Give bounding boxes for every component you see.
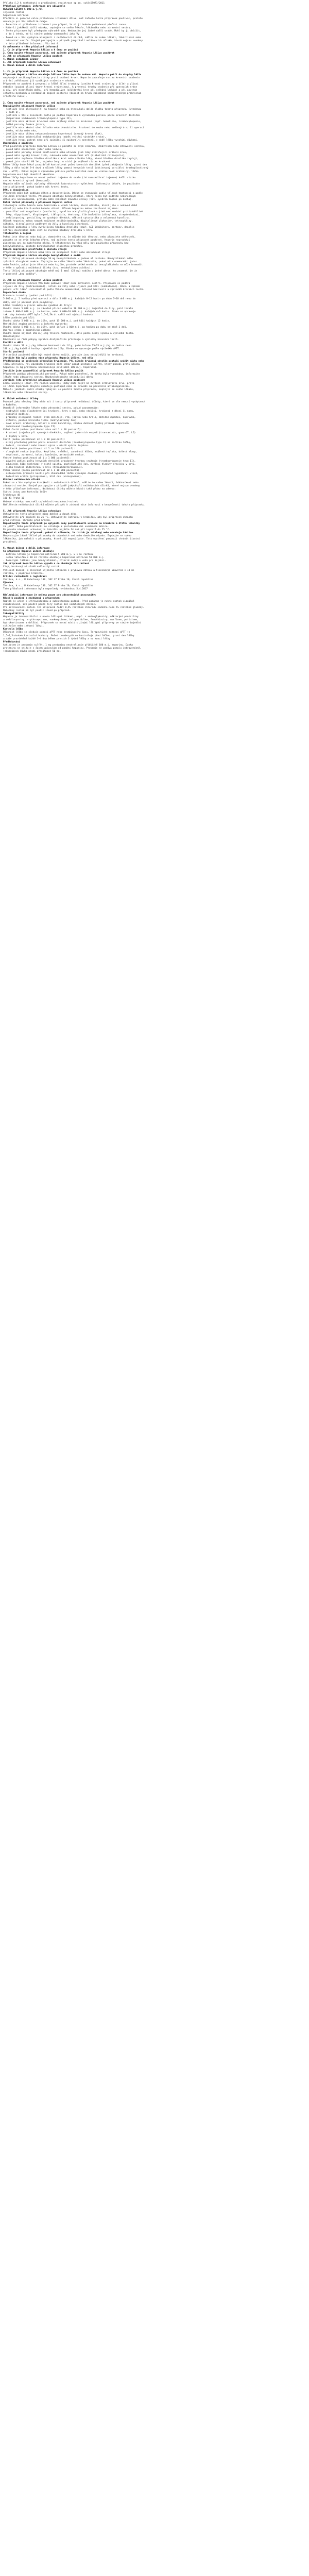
text-line: - jestliže máte těžkou nekontrolovanou hypertenzi (vysoký krevní tlak), bbox=[3, 132, 104, 135]
text-line: nikotin, nitroglycerin podávaný do žíly a kyselina askorbová. bbox=[3, 223, 89, 226]
text-line: - Ponechte si příbalovou informaci pro případ, že si ji budete potřebovat přečíst znovu. bbox=[3, 24, 127, 27]
text-line: Heparin je inkompatibilní s mnoha léčivými látkami, např. s aminoglykosidy, některými penicilíny bbox=[3, 616, 139, 619]
text-line: - osteoporóza (řídnutí kostí) při dlouhodobé léčbě vysokými dávkami, přechodné vypadávání vlasů, bbox=[3, 472, 139, 476]
text-line: Operace srdce s mimotělním oběhem: bbox=[3, 329, 52, 332]
text-line: Těhotenství a kojení bbox=[3, 232, 31, 235]
text-line: zdravotní sestře. Stejně postupujte v případě jakýchkoli nežádoucích účinků, které nejsou uvedeny bbox=[3, 485, 140, 488]
text-line: Jak přípravek Heparin Léčiva vypadá a co obsahuje toto balení bbox=[3, 563, 89, 566]
text-line: způsobit alergické reakce. Zeptejte se svého lékaře nebo lékárníka, pokud máte onemocnění jater bbox=[3, 260, 138, 263]
text-line: Během léčby heparinem se nesmí podávat injekce do svalu (intramuskulární injekce) kvůli riziku bbox=[3, 176, 136, 179]
text-line: Přípravek podává zdravotnický personál. Pokud máte podezření, že dávka byla vynechána, informujte bbox=[3, 372, 140, 376]
text-line: Nepoužívejte tento přípravek po uplynutí doby použitelnosti uvedené na krabičce a štítku lahvičky bbox=[3, 522, 140, 525]
text-line: a cév, při mimotělním oběhu, při hemodialýze (očišťování krve při selhání ledvin) a při akutním bbox=[3, 89, 138, 92]
text-line: Máte-li jakékoli další otázky týkající se použití tohoto přípravku, zeptejte se svého lékaře, bbox=[3, 388, 134, 391]
text-line: Státní ústav pro kontrolu léčiv bbox=[3, 491, 47, 494]
text-line: Přípravek se používá k prevenci a léčbě žilní trombózy (vzniku krevní sraženiny v žíle) a plicní bbox=[3, 83, 139, 86]
text-line: Přípravek Heparin Léčiva Vám bude podávat lékař nebo zdravotní sestra. Přípravek se podává bbox=[3, 282, 130, 285]
text-line: heparinem musí být okamžitě ukončena. bbox=[3, 173, 56, 176]
text-line: Doporučená dávka bbox=[3, 292, 26, 295]
text-line: za „EXP“. Doba použitelnosti se vztahuje k poslednímu dni uvedeného měsíce. bbox=[3, 525, 109, 528]
text-line: Kontrola léčby bbox=[3, 628, 23, 631]
text-line: 2. Čemu musíte věnovat pozornost, než začnete přípravek Heparin Léčiva používat bbox=[3, 52, 115, 55]
text-line: 3. Jak se přípravek Heparin Léčiva používá bbox=[3, 279, 62, 282]
text-line: benzylalkoholu, protože benzylalkohol placentou prochází. bbox=[3, 245, 84, 248]
text-line: mozku, míchy nebo oka, bbox=[3, 129, 37, 132]
text-line: Tato příbalová informace byla naposledy revidována: 5.4.2017 bbox=[3, 587, 88, 590]
text-line: obsahuje pro Vás důležité údaje. bbox=[3, 21, 48, 24]
text-line: 4. Možné nežádoucí účinky bbox=[3, 58, 39, 61]
text-line: dětem ani novorozencům, protože může způsobit závažné otravy (tzv. syndrom lapání po dechu). bbox=[3, 198, 133, 201]
text-line: Úvodní dávka nejméně 150 m.j./kg tělesné hmotnosti, dále podle délky výkonu a výsledků testů. bbox=[3, 332, 134, 335]
text-line: a to i tehdy, má-li stejné známky onemocnění jako Vy. bbox=[3, 33, 81, 36]
text-line: Úvodní dávka 5 000 m.j. do žíly, poté infuze 1 000 m.j. za hodinu po dobu nejméně 2 dnů. bbox=[3, 326, 127, 329]
text-line: - pokud jste starší 60 let, zejména ženy, u nichž je zvýšené riziko krvácení. bbox=[3, 161, 112, 164]
text-line: Pro intravenózní infuzi lze přípravek ředit 0,9% roztokem chloridu sodného nebo 5% roztokem glukózy. bbox=[3, 606, 144, 609]
text-line: Příbalová informace: informace pro uživatele bbox=[3, 5, 65, 8]
text-line: - odumírání kůže (nekróza) v místě vpichu, anafylaktický šok, zvýšení hladiny draslíku v krvi, bbox=[3, 463, 136, 466]
text-line: Velikost balení: 1 skleněná injekční lahvička s pryžovou zátkou a hliníkovým uzávěrem s 10 ml bbox=[3, 569, 134, 572]
text-line: - bolest, zarudnutí nebo krevní výron v místě vpichu injekce. bbox=[3, 444, 89, 447]
text-line: Tento léčivý přípravek obsahuje 10 mg benzylalkoholu v jednom ml roztoku. Benzylalkohol může bbox=[3, 257, 133, 260]
text-line: v bodě 6), bbox=[3, 111, 20, 114]
text-line: srdečního svalu). bbox=[3, 95, 27, 98]
text-line: - neobvyklé nebo dlouhotrvající krvácení, krev v moči nebo stolici, krvácení z dásní či nosu, bbox=[3, 410, 134, 413]
text-line: 3. Jak se přípravek Heparin Léčiva používá bbox=[3, 55, 62, 58]
text-line: poraďte se se svým lékařem dříve, než začnete tento přípravek používat. Heparin neprochází bbox=[3, 239, 130, 242]
text-line: Uchovávejte při teplotě do 25 °C. Uchovávejte lahvičku v krabičce, aby byl přípravek chráněn bbox=[3, 516, 133, 519]
text-line: Držitel rozhodnutí o registraci bbox=[3, 575, 47, 578]
text-line: Jestliže Vám bylo podáno více přípravku Heparin Léčiva, než mělo bbox=[3, 357, 94, 360]
text-line: Prevence trombózy (podání pod kůži): bbox=[3, 295, 54, 298]
text-line: Dávkování se řídí pokyny výrobce dialyzačního přístroje a výsledky krevních testů. bbox=[3, 338, 119, 342]
text-line: Řízení dopravních prostředků a obsluha strojů bbox=[3, 248, 67, 251]
text-line: - pokud máte vysoký krevní tlak, cukrovku nebo onemocnění očí (diabetická retinopatie), bbox=[3, 155, 126, 158]
text-line: - nízká hladina aldosteronu v krvi (hypoaldosteronismus). bbox=[3, 466, 84, 469]
text-line: 1. Co je přípravek Heparin Léčiva a k čemu se používá bbox=[3, 48, 78, 52]
text-line: Úvodní dávka 50 m.j./kg tělesné hmotnosti do žíly, poté infuze 15–25 m.j./kg za hodinu nebo bbox=[3, 345, 132, 348]
text-line: - Pokud se u Vás vyskytne kterýkoli z nežádoucích účinků, sdělte to svému lékaři, lékárníkovi nebo bbox=[3, 36, 142, 39]
text-line: 6. Obsah balení a další informace bbox=[3, 64, 50, 67]
text-line: zdravotní sestře. Stejně postupujte v případě jakýchkoli nežádoucích účinků, které nejsou uvedeny bbox=[3, 39, 143, 42]
text-line: rozsáhlé modřiny, bbox=[3, 413, 30, 416]
text-line: 100 41 Praha 10 bbox=[3, 497, 25, 500]
text-line: v podstatě „bez sodíku“. bbox=[3, 273, 37, 276]
text-line: Úvodní dávka 5 000 m.j. do žíly, poté 15 000 m.j. pod kůži každých 12 hodin. bbox=[3, 319, 111, 323]
text-line: - Pomocnými látkami jsou benzylalkohol, chlorid sodný a voda pro injekci. bbox=[3, 560, 106, 563]
text-line: - jestliže máte akutní vřed žaludku nebo dvanáctníku, krvácení do mozku nebo nedávný úraz či operaci bbox=[3, 126, 144, 129]
text-line: Nestabilní angina pectoris a infarkt myokardu: bbox=[3, 323, 68, 326]
text-line: Vzácné (mohou postihnout až 1 z 1 000 pacientů): bbox=[3, 456, 71, 460]
text-line: Podobně jako všechny léky může mít i tento přípravek nežádoucí účinky, které se ale nemusí vyskytnout bbox=[3, 401, 146, 403]
text-line: nebo ledvin, pokud jste těhotná nebo kojíte, protože velké množství benzylalkoholu se může hromadit bbox=[3, 263, 143, 266]
text-line: Přípravek Heparin Léčiva obsahuje léčivou látku heparin sodnou sůl. Heparin patří do skupiny léčiv bbox=[3, 74, 142, 77]
text-line: Předávkování bbox=[3, 640, 20, 643]
text-line: Úvodní dávka 5 000 m.j. (u závažné plicní embolie 10 000 m.j.) injekčně do žíly, poté trvalá bbox=[3, 307, 133, 310]
text-line: jednorázová dávka nesmí přesáhnout 50 mg. bbox=[3, 650, 61, 653]
text-line: Uchovávejte tento přípravek mimo dohled a dosah dětí. bbox=[3, 513, 78, 516]
text-line: Nevyhazujte žádné léčivé přípravky do odpadních vod nebo domácího odpadu. Zeptejte se svého bbox=[3, 535, 132, 538]
text-line: - Máte-li jakékoli další otázky, zeptejte se svého lékaře, lékárníka nebo zdravotní sestry. bbox=[3, 27, 132, 30]
text-line: u každého. bbox=[3, 404, 18, 407]
text-line: - cefalosporiny, penicilíny ve vysokých dávkách, některá cytostatika a valproová kyselina. bbox=[3, 217, 130, 220]
text-line: Čirý, bezbarvý až slabě nažloutlý roztok. bbox=[3, 566, 61, 569]
text-line: Pokud jste těhotná nebo kojíte, domníváte se, že můžete být těhotná, nebo plánujete otěhotnět, bbox=[3, 235, 136, 239]
text-line: Co naleznete v této příbalové informaci bbox=[3, 45, 58, 48]
text-line: doby, než je pacient plně pohyblivý. bbox=[3, 301, 54, 304]
leaflet-page bbox=[0, 0, 309, 653]
text-line: lékaře nebo zdravotní sestru. Nezdvojnásobujte následující dávku. bbox=[3, 376, 95, 379]
text-line: - alergické reakce (vyrážka, kopřivka, svědění, zarudnutí kůže), zvýšená teplota, bolest hlavy, bbox=[3, 450, 138, 453]
text-line: Heparin může ovlivnit výsledky některých laboratorních vyšetření. Informujte lékaře, že používáte bbox=[3, 182, 140, 185]
text-line: Starší pacienti bbox=[3, 351, 25, 354]
text-line: před světlem. Chraňte před mrazem. bbox=[3, 519, 52, 522]
text-line: Následující informace je určena pouze pro zdravotnické pracovníky: bbox=[3, 594, 96, 597]
text-line: a lipázy v krvi. bbox=[3, 435, 29, 438]
text-line: U starších pacientů může být nutné dávku snížit, protože jsou náchylnější ke krvácení. bbox=[3, 354, 125, 357]
text-line: protaminu se snižuje s časem uplynulým od podání heparinu. Protamin se podává pomalu intravenózně, bbox=[3, 647, 142, 650]
text-line: lékárníka nebo zdravotní sestry. bbox=[3, 391, 48, 394]
text-line: Předávkování se projevuje především krvácením. Při mírném krvácení obvykle postačí snížit dávku nebo bbox=[3, 360, 144, 363]
text-line: Velmi vzácné (mohou postihnout až 1 z 10 000 pacientů): bbox=[3, 469, 81, 472]
text-line: Webové stránky: www.sukl.cz/nahlasit-nezadouci-ucinek bbox=[3, 500, 78, 503]
text-line: - závažný pokles počtu krevních destiček provázený tvorbou sraženin (trombocytopenie typu II), bbox=[3, 460, 136, 463]
text-line: - nové krevní sraženiny, bolest a otok končetiny, náhlou dušnost (možný příznak heparinem bbox=[3, 422, 129, 426]
text-line: stříkačce nebo infuzní láhvi. bbox=[3, 625, 44, 628]
text-line: Jestliže jste přestal(a) přípravek Heparin Léčiva používat bbox=[3, 379, 85, 382]
text-line: 1. Co je přípravek Heparin Léčiva a k čemu se používá bbox=[3, 71, 78, 74]
text-line: - jestliže máte bakteriální endokarditidu (zánět vnitřní výstelky srdce), bbox=[3, 136, 106, 139]
text-line: vzniku krevních výronů (hematomů). bbox=[3, 179, 52, 182]
text-line: Návod k použití a zacházení s přípravkem bbox=[3, 597, 60, 600]
text-line: 5. Jak přípravek Heparin Léčiva uchovávat bbox=[3, 61, 61, 64]
text-line: Výrobce bbox=[3, 581, 13, 584]
text-line: čas – aPTT). Pokud dojde k výraznému poklesu počtu destiček nebo ke vzniku nové sraženiny, léčba bbox=[3, 170, 139, 173]
text-line: Současné podávání s léky zvyšujícími hladinu draslíku (např. ACE inhibitory, sartany, draslík bbox=[3, 226, 134, 229]
text-line: Méně časté (mohou postihnout až 1 ze 100 pacientů): bbox=[3, 447, 75, 450]
text-line: Přípravek Heparin Léčiva obsahuje benzylalkohol a sodík bbox=[3, 254, 81, 257]
text-line: a dále pravidelně každé 3–4 dny během prvních 3 týdnů léčby a na konci léčby. bbox=[3, 637, 112, 640]
text-line: Inkompatibility bbox=[3, 613, 25, 616]
text-line: Šrobárova 48 bbox=[3, 494, 20, 497]
text-line: Informujte svého lékaře nebo lékárníka o všech lécích, které užíváte, které jste v nedávné době bbox=[3, 205, 138, 208]
text-line: Nepoužívejte přípravek Heparin Léčiva bbox=[3, 105, 56, 108]
text-line: - Léčivou látkou je heparinum natricum 5 000 m.j. v 1 ml roztoku. bbox=[3, 553, 95, 556]
text-line: Jedna lahvička s 10 ml roztoku obsahuje heparinum natricum 50 000 m.j. bbox=[3, 556, 105, 560]
text-line: prostředí. bbox=[3, 541, 18, 544]
text-line: bolestivá erekce (priapismus), křeč cév (vazospasmus). bbox=[3, 476, 82, 479]
text-line: Jestliže jste zapomněl(a) přípravek Heparin Léčiva použít bbox=[3, 369, 84, 372]
text-line: Velmi časté (mohou postihnout více než 1 z 10 pacientů): bbox=[3, 429, 82, 432]
text-line: Děti a dospívající bbox=[3, 189, 29, 192]
text-line: - perorální antikoagulancia (warfarin), kyselina acetylsalicylová a jiné nesteroidní protizánětlivé bbox=[3, 211, 143, 214]
text-line: Po prvním otevření uchovávejte lahvičku nejdéle 14 dní při teplotě do 25 °C. bbox=[3, 528, 111, 531]
text-line: Přečtěte si pozorně celou příbalovou informaci dříve, než začnete tento přípravek používat, protože bbox=[3, 18, 143, 21]
text-line: - jestliže u Vás v minulosti došlo po podání heparinu k výraznému poklesu počtu krevních destiček bbox=[3, 114, 140, 117]
text-line: - pokud máte poruchy krevní srážlivosti nebo užíváte jiné léky ovlivňující srážení krve, bbox=[3, 151, 127, 155]
text-line: Další léčivé přípravky a přípravek Heparin Léčiva bbox=[3, 201, 73, 204]
text-line: roztoku, v papírové krabičce. bbox=[3, 572, 44, 575]
text-line: Příloha č.2 k rozhodnutí o prodloužení registrace sp.zn. sukls55071/2011 bbox=[3, 2, 105, 5]
text-line: svědění, pokles krevního tlaku (anafylaktický šok), bbox=[3, 419, 78, 422]
text-line: 6. Obsah balení a další informace bbox=[3, 547, 50, 550]
text-line: nazývaných antikoagulancia (látky proti srážení krve). Heparin zabraňuje vzniku krevních sraženin bbox=[3, 77, 140, 80]
text-line: - pokud máte zvýšenou hladinu draslíku v krvi nebo užíváte léky, které hladinu draslíku zvyšují, bbox=[3, 158, 139, 161]
text-line: indukované trombocytopenie typu II). bbox=[3, 426, 57, 429]
text-line: Léčba trombózy a plicní embolie (podání do žíly): bbox=[3, 304, 73, 307]
text-line: Upozornění a opatření bbox=[3, 142, 33, 145]
text-line: (heparinem indukovaná trombocytopenie typu II), bbox=[3, 117, 73, 120]
text-line: a cefalosporiny, erythromycinem, vankomycinem, haloperidolem, fenothiaziny, morfinem, petidinem, bbox=[3, 619, 139, 622]
text-line: Naředěný roztok má být použit ihned po přípravě. bbox=[3, 609, 71, 613]
text-line: HEPARIN LÉČIVA 5 000 m.j./ml bbox=[3, 8, 43, 11]
text-line: šetřící diuretika) může vést ke zvýšení hladiny draslíku v krvi. bbox=[3, 229, 94, 232]
text-line: Časté (mohou postihnout až 1 z 10 pacientů): bbox=[3, 438, 65, 441]
text-line: 4. Možné nežádoucí účinky bbox=[3, 397, 39, 400]
text-line: Léčba podáním pod kůži: bbox=[3, 316, 36, 319]
text-line: Zentiva, k.s., U Kabelovny 130, 102 37 Praha 10, Česká republika bbox=[3, 584, 94, 587]
text-line: - jestliže máte aktivní krvácení nebo zvýšený sklon ke krvácení (např. hemofilie, trombocytopenie, bbox=[3, 120, 142, 123]
text-line: a brání zvětšování již vzniklých sraženin v cévách. bbox=[3, 80, 75, 83]
text-line: - jestliže hrozí potrat nebo při spinální či epidurální anestezii v době léčby vysokými dávkami. bbox=[3, 139, 139, 142]
text-line: Nepoužívejte tento přípravek, pokud si všimnete, že roztok je zakalený nebo obsahuje částice. bbox=[3, 531, 134, 534]
text-line: Hlášení nežádoucích účinků bbox=[3, 479, 40, 482]
text-line: léčby a dále každé 3–4 dny) a účinek léčby pomocí krevních testů (aktivovaný parciální tromboplastinový bbox=[3, 167, 148, 170]
text-line: 5. Jak přípravek Heparin Léčiva uchovávat bbox=[3, 510, 61, 513]
text-line: - příznaky alergické reakce: otok obličeje, rtů, jazyka nebo hrdla, obtížné dýchání, kopřivka, bbox=[3, 416, 136, 419]
text-line: Účinek heparinu mohou naopak snižovat antihistaminika, digitalisové glykosidy, tetracykliny, bbox=[3, 220, 133, 223]
text-line: Pokud se u Vás vyskytne kterýkoli z nežádoucích účinků, sdělte to svému lékaři, lékárníkovi nebo bbox=[3, 482, 139, 485]
text-line: tak, aby hodnota aPTT byla 1,5–2,5krát vyšší než výchozí hodnota. bbox=[3, 313, 95, 316]
text-line: placentou ani do mateřského mléka. V těhotenství by však měly být používány přípravky bez bbox=[3, 242, 129, 245]
text-line: léčbu přerušit. Při závažném krvácení může lékař podat protamin sulfát, který působí proti účinku bbox=[3, 363, 140, 366]
text-line: 1,5–2,5násobek kontrolní hodnoty. Počet trombocytů se kontroluje před léčbou, první den léčby bbox=[3, 634, 134, 637]
text-line: podání určí lékař individuálně podle Vašeho onemocnění, tělesné hmotnosti a výsledků krevních testů. bbox=[3, 289, 144, 292]
text-line: 100 m.j./kg každé 4 hodiny injekčně do žíly. Dávka se upravuje podle výsledků aPTT. bbox=[3, 348, 121, 351]
text-line: 2. Čemu musíte věnovat pozornost, než začnete přípravek Heparin Léčiva používat bbox=[3, 101, 115, 105]
text-line: tento přípravek, pokud budete mít krevní testy. bbox=[3, 185, 70, 189]
text-line: Okamžitě informujte lékaře nebo zdravotní sestru, pokud zaznamenáte: bbox=[3, 407, 99, 410]
text-line: Léčbu ukončuje lékař. Při náhlém ukončení léčby může dojít ke zvýšené srážlivosti krve, proto bbox=[3, 382, 134, 385]
text-line: užíval(a) nebo které možná budete užívat. Účinek heparinu mohou zesilovat zejména: bbox=[3, 208, 119, 211]
text-line: nevolnost, zvracení, bolest končetin, astmatické reakce. bbox=[3, 453, 85, 456]
text-line: hydrokortisonem a dalšími. Přípravek se nesmí mísit s jinými léčivými přípravky ve stejné injekční bbox=[3, 622, 142, 625]
text-line: - krvácení (zejména při vysokých dávkách), zvýšení jaterních enzymů (transamináz, gama-GT, LD) bbox=[3, 432, 136, 435]
text-line: Co přípravek Heparin Léčiva obsahuje bbox=[3, 550, 54, 553]
text-line: výsledků krevních testů. Přípravek obsahuje benzylalkohol, který nesmí být podáván nedonošeným bbox=[3, 195, 136, 198]
text-line: embolie (ucpání plicní tepny krevní sraženinou), k prevenci tvorby sraženin při operacích srdce bbox=[3, 86, 138, 89]
text-line: - Tento přípravek byl předepsán výhradně Vám. Nedávejte jej žádné další osobě. Mohl by jí ublížit, bbox=[3, 30, 142, 33]
text-line: heparinu (1 mg protaminu neutralizuje přibližně 100 m.j. heparinu). bbox=[3, 366, 98, 369]
text-line: - mírný přechodný pokles počtu krevních destiček (trombocytopenie typu I) na začátku léčby, bbox=[3, 441, 132, 444]
text-line: - pokud máte onemocnění jater nebo ledvin, bbox=[3, 148, 62, 151]
text-line: lékárníka, jak naložit s přípravky, které již nepoužíváte. Tato opatření pomáhají chránit životní bbox=[3, 538, 140, 541]
text-line: Před použitím přípravku Heparin Léčiva se poraďte se svým lékařem, lékárníkem nebo zdravotní sestrou, bbox=[3, 145, 146, 148]
text-line: Účinnost léčby se sleduje pomocí aPTT nebo trombinového času. Terapeutické rozmezí aPTT je bbox=[3, 631, 130, 634]
text-line: Přípravek může být podáván dětem a dospívajícím. Dávka se stanovuje podle tělesné hmotnosti a podle bbox=[3, 192, 143, 195]
text-line: těžké poruchy funkce jater), bbox=[3, 123, 46, 126]
text-line: infarktu myokardu a nestabilní angině pectoris (bolest na hrudi způsobená nedostatečným prokrvením bbox=[3, 92, 142, 95]
text-line: Použití u dětí bbox=[3, 342, 23, 345]
text-line: Přípravek Heparin Léčiva nemá vliv na schopnost řídit nebo obsluhovat stroje. bbox=[3, 251, 112, 254]
text-line: heparinum natricum bbox=[3, 14, 29, 18]
text-line: v těle a způsobit nežádoucí účinky (tzv. metabolickou acidózu). bbox=[3, 266, 92, 269]
text-line: injekcí do žíly (intravenózně), infuzí do žíly nebo injekcí pod kůži (subkutánně). Dávku a způsob bbox=[3, 285, 140, 289]
text-line: Zentiva, k.s., U Kabelovny 130, 102 37 Praha 10, Česká republika bbox=[3, 578, 94, 581]
text-line: Hemodialýza: bbox=[3, 335, 20, 338]
text-line: zkontrolovat. Lze použít pouze čirý roztok bez viditelných částic. bbox=[3, 603, 96, 606]
text-line: injekční roztok bbox=[3, 11, 25, 14]
text-line: Antidotem je protamin sulfát. 1 mg protaminu neutralizuje přibližně 100 m.j. heparinu. Dávka bbox=[3, 643, 133, 647]
text-line: Tento léčivý přípravek obsahuje méně než 1 mmol (23 mg) sodíku v jedné dávce, to znamená, že je bbox=[3, 270, 138, 273]
text-line: v této příbalové informaci. Viz bod 4. bbox=[3, 42, 60, 45]
text-line: se léčba heparinem obvykle ukončuje postupně nebo se převádí na perorální antikoagulancia. bbox=[3, 385, 130, 388]
text-line: 5 000 m.j. 2 hodiny před operací a dále 5 000 m.j. každých 8–12 hodin po dobu 7–10 dnů nebo do bbox=[3, 298, 136, 301]
text-line: v této příbalové informaci. Nežádoucí účinky můžete hlásit také přímo na adresu: bbox=[3, 488, 116, 491]
text-line: léky, dipyridamol, klopidogrel, tiklopidin, dextrany, fibrinolytika (alteplasa, streptokináza), bbox=[3, 214, 140, 217]
text-line: - jestliže jste alergický(á) na heparin nebo na kteroukoli další složku tohoto přípravku (uvedenou bbox=[3, 108, 142, 111]
text-line: Během léčby bude lékař pravidelně kontrolovat počet krevních destiček (před zahájením léčby, první den bbox=[3, 164, 147, 167]
text-line: Roztok je určen k intravenóznímu a subkutánnímu podání. Před podáním je nutné roztok vizuálně bbox=[3, 600, 134, 603]
text-line: infuze 1 000–2 000 m.j. za hodinu, nebo 5 000–10 000 m.j. každých 4–6 hodin. Dávka se upravuje bbox=[3, 310, 136, 313]
text-line: Nahlášením nežádoucích účinků můžete přispět k získání více informací o bezpečnosti tohoto přípravku. bbox=[3, 503, 146, 506]
